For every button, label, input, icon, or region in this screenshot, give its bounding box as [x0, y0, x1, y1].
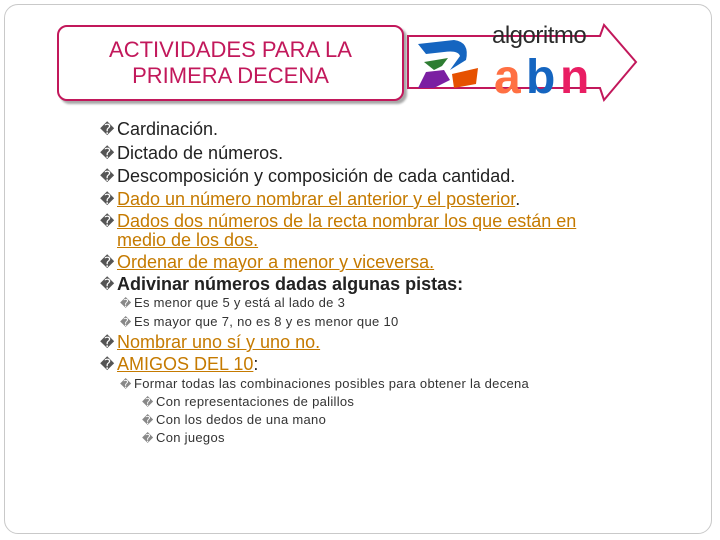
bullet-icon: � — [120, 317, 132, 329]
list-item — [100, 167, 660, 186]
bullet-icon: � — [100, 213, 115, 229]
sub-sub-item-text: Con juegos — [156, 430, 225, 445]
abn-letters — [494, 51, 589, 104]
sub-item-text: Formar todas las combinaciones posibles para obtener la decena — [134, 376, 530, 391]
sub-list-item — [120, 314, 399, 329]
sub-list-item — [120, 295, 345, 310]
list-item-continuation[interactable] — [100, 231, 660, 250]
sub-sub-item-text: Con representaciones de palillos — [156, 394, 355, 409]
bullet-icon: � — [100, 276, 115, 292]
item-text: Cardinación. — [117, 119, 219, 139]
bullet-icon: � — [100, 121, 115, 137]
bullet-icon: � — [100, 168, 115, 184]
bullet-icon: � — [120, 298, 132, 310]
sub-sub-list-item — [142, 412, 326, 427]
item-link[interactable]: Dados dos números de la recta nombrar los que están en — [117, 211, 577, 231]
item-link[interactable]: Ordenar de mayor a menor y viceversa. — [117, 252, 435, 272]
brand-top-text: algoritmo — [492, 22, 587, 49]
list-item — [100, 275, 660, 294]
item-link[interactable]: Dado un número nombrar el anterior y el posterior — [117, 189, 516, 209]
svg-text:b: b — [526, 51, 556, 104]
sub-item-text: Es menor que 5 y está al lado de 3 — [134, 295, 346, 310]
item-suffix: : — [253, 354, 259, 374]
list-item[interactable] — [100, 333, 660, 352]
sub-sub-item-text: Con los dedos de una mano — [156, 412, 327, 427]
bullet-icon: � — [100, 254, 115, 270]
title-line-2: PRIMERA DECENA — [132, 63, 329, 88]
bullet-icon: � — [142, 433, 154, 445]
list-item[interactable] — [100, 190, 660, 209]
bullet-icon: � — [100, 356, 115, 372]
list-item[interactable] — [100, 253, 660, 272]
list-item — [100, 144, 660, 163]
bullet-icon: � — [100, 334, 115, 350]
title-box — [57, 25, 404, 101]
item-text: Descomposición y composición de cada cantidad. — [117, 166, 516, 186]
item-text: Adivinar números dadas algunas pistas: — [117, 274, 464, 294]
item-link[interactable]: AMIGOS DEL 10 — [117, 354, 254, 374]
svg-text:a: a — [494, 51, 521, 104]
bullet-icon: � — [100, 145, 115, 161]
item-link-line-2[interactable]: medio de los dos. — [117, 230, 259, 250]
bullet-icon: � — [142, 397, 154, 409]
list-item[interactable] — [100, 212, 660, 231]
list-item[interactable] — [100, 355, 660, 374]
item-text: Dictado de números. — [117, 143, 284, 163]
svg-text:n: n — [560, 51, 590, 104]
sub-item-text: Es mayor que 7, no es 8 y es menor que 10 — [134, 314, 399, 329]
sub-sub-list-item — [142, 430, 225, 445]
item-link[interactable]: Nombrar uno sí y uno no. — [117, 332, 321, 352]
bullet-icon: � — [142, 415, 154, 427]
sub-sub-list-item — [142, 394, 354, 409]
bullet-icon: � — [100, 191, 115, 207]
title-line-1: ACTIVIDADES PARA LA — [109, 37, 352, 62]
bullet-icon: � — [120, 379, 132, 391]
sub-list-item — [120, 376, 529, 391]
item-suffix: . — [515, 189, 521, 209]
list-item — [100, 120, 660, 139]
